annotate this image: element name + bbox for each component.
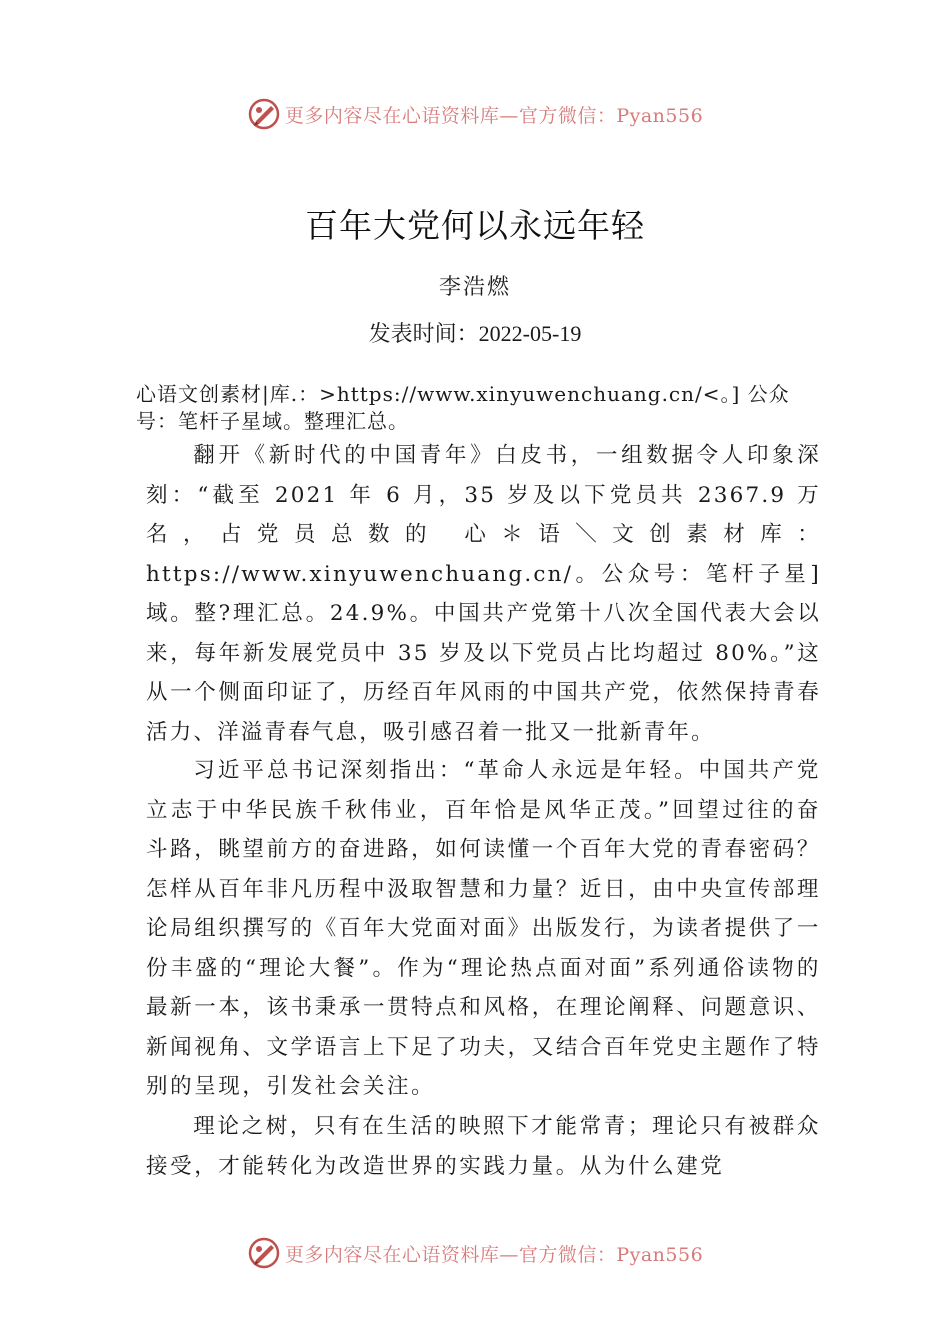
date-value: 2022-05-19 bbox=[478, 321, 582, 346]
logo-icon bbox=[247, 97, 281, 131]
publish-date bbox=[0, 317, 950, 348]
banner-text: 更多内容尽在心语资料库—官方微信：Pyan556 bbox=[284, 1243, 704, 1266]
article-title: 百年大党何以永远年轻 bbox=[305, 206, 645, 245]
paragraph: 习近平总书记深刻指出：“革命人永远是年轻。中国共产党立志于中华民族千秋伟业，百年恰是风华正茂。”回望过往的奋斗路，眺望前方的奋进路，如何读懂一个百年大党的青春密码？怎样从百年非凡历程中汲取智慧和力量？近日，由中央宣传部理论局组织撰写的《百年大党面对面》出版发行，为读者提供了一份丰盛的“理论大餐”。作为“理论热点面对面”系列通俗读物的最新一本，该书秉承一贯特点和风格，在理论阐释、问题意识、新闻视角、文学语言上下足了功夫，又结合百年党史主题作了特别的呈现，引发社会关注。 bbox=[146, 758, 821, 1099]
logo-icon bbox=[247, 1236, 281, 1270]
source-note: 心语文创素材|库.：>https://www.xinyuwenchuang.cn/<。] 公众号：笔杆子星域。整理汇总。 bbox=[136, 382, 790, 433]
paragraph: 翻开《新时代的中国青年》白皮书，一组数据令人印象深刻：“截至 2021 年 6 月，35 岁及以下党员共 2367.9 万名，占党员总数的 心＊语＼文创素材库：https://www.xinyuwenchuang.cn/。公众号：笔杆子星]域。整?理汇总。24.9%。中国共产党第十八次全国代表大会以来，每年新发展党员中 35 岁及以下党员占比均超过 80%。”这从一个侧面印证了，历经百年风雨的中国共产党，依然保持青春活力、洋溢青春气息，吸引感召着一批又一批新青年。 bbox=[146, 443, 821, 745]
header-banner bbox=[0, 94, 950, 134]
banner-text: 更多内容尽在心语资料库—官方微信：Pyan556 bbox=[284, 104, 704, 127]
article-author: 李浩燃 bbox=[438, 275, 511, 300]
footer-banner bbox=[0, 1233, 950, 1273]
date-label: 发表时间： bbox=[368, 322, 479, 347]
paragraph: 理论之树，只有在生活的映照下才能常青；理论只有被群众接受，才能转化为改造世界的实践力量。从为什么建党 bbox=[146, 1114, 821, 1179]
